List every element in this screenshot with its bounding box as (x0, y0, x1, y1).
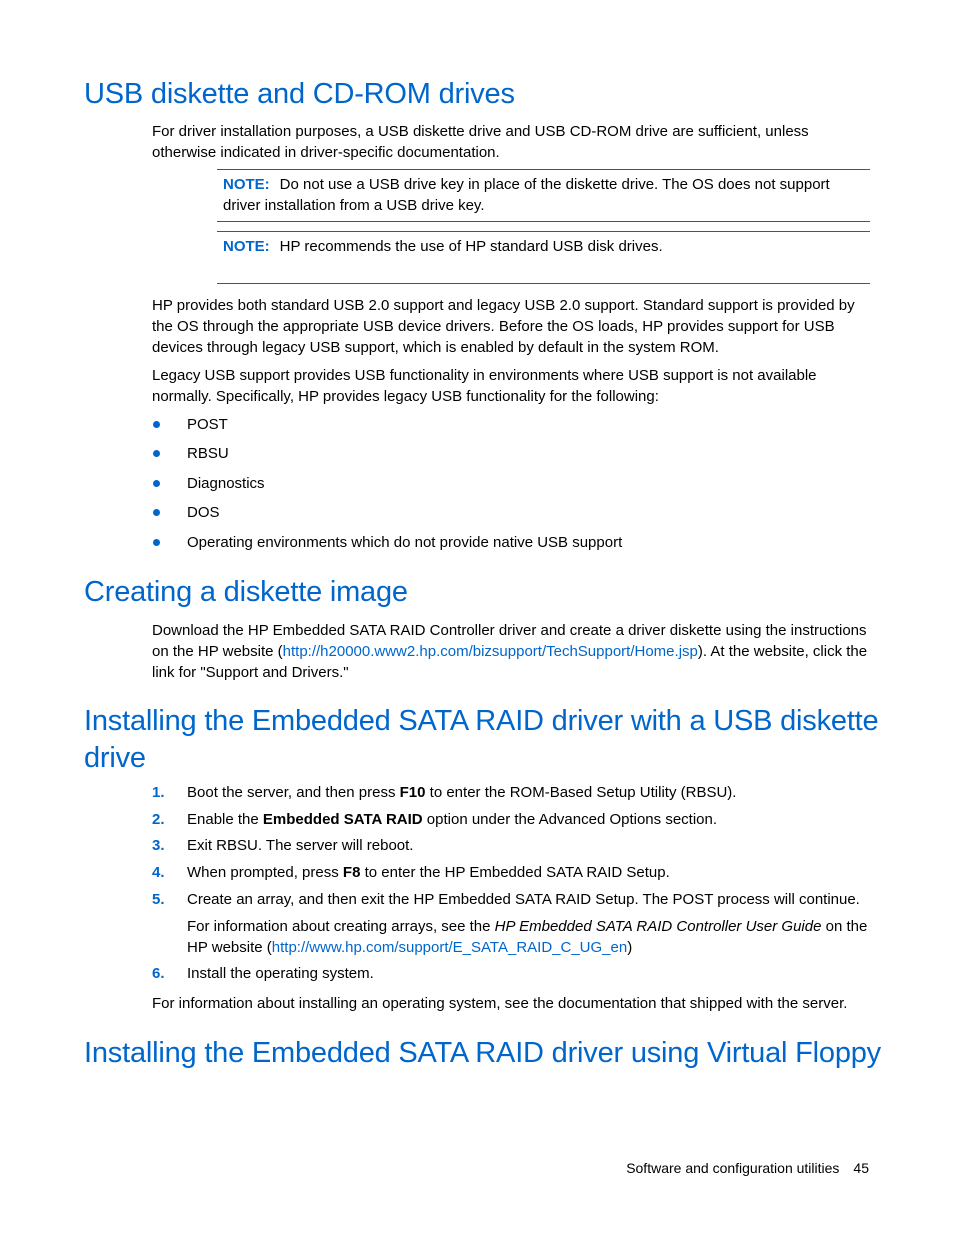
step-text (187, 862, 872, 883)
step-number: 6. (152, 965, 165, 982)
note-text: Do not use a USB drive key in place of the diskette drive. The OS does not support driver installation from a USB drive key. (223, 176, 830, 214)
step-text-part: to enter the HP Embedded SATA RAID Setup. (360, 864, 670, 881)
diskette-paragraph (152, 620, 872, 683)
step-text (187, 782, 872, 803)
step-number: 4. (152, 864, 165, 881)
key-name: F10 (399, 784, 426, 801)
guide-title: HP Embedded SATA RAID Controller User Guide (494, 918, 822, 935)
note-1 (223, 174, 866, 216)
page-footer (626, 1158, 869, 1178)
step-text-part: on the HP website ( (187, 918, 868, 956)
bullet-icon (153, 480, 160, 487)
diskette-text-end: ). At the website, click the link for "Support and Drivers." (152, 643, 868, 681)
step-number: 3. (152, 837, 165, 854)
bullet-icon (153, 421, 160, 428)
list-item-text: Diagnostics (187, 475, 265, 492)
option-name: Embedded SATA RAID (262, 811, 423, 828)
note-label: NOTE: (223, 176, 270, 193)
step-text: Exit RBSU. The server will reboot. (187, 837, 414, 854)
step-text-part: to enter the ROM-Based Setup Utility (RBSU). (425, 784, 737, 801)
list-item-text: Operating environments which do not provide native USB support (187, 534, 623, 551)
heading-line-1: Installing the Embedded SATA RAID driver with a USB diskette (84, 705, 879, 737)
step-number: 5. (152, 891, 165, 908)
step-text: Create an array, and then exit the HP Embedded SATA RAID Setup. The POST process will continue. (187, 891, 860, 908)
step-text (187, 809, 872, 830)
user-guide-link[interactable]: http://www.hp.com/support/E_SATA_RAID_C_UG_en (271, 939, 628, 956)
bullet-icon (153, 509, 160, 516)
step-text-part: Enable the (187, 811, 263, 828)
bullet-icon (153, 539, 160, 546)
heading-creating-diskette: Creating a diskette image (84, 576, 408, 608)
heading-install-usb-diskette (84, 703, 884, 777)
diskette-text-start: Download the HP Embedded SATA RAID Controller driver and create a driver diskette using the instructions on the HP website ( (152, 622, 867, 660)
step-text-part: When prompted, press (187, 864, 343, 881)
step-number: 1. (152, 784, 165, 801)
step-text: Install the operating system. (187, 965, 374, 982)
note-label: NOTE: (223, 238, 270, 255)
note-text: HP recommends the use of HP standard USB disk drives. (279, 238, 663, 255)
note-2 (223, 236, 866, 257)
install-os-paragraph: For information about installing an operating system, see the documentation that shipped with the server. (152, 995, 848, 1012)
heading-virtual-floppy: Installing the Embedded SATA RAID driver using Virtual Floppy (84, 1037, 881, 1069)
key-name: F8 (342, 864, 361, 881)
note-box-2 (217, 231, 870, 284)
step-number: 2. (152, 811, 165, 828)
heading-usb-drives: USB diskette and CD-ROM drives (84, 78, 515, 110)
step-text-part: For information about creating arrays, see the (187, 918, 495, 935)
bullet-icon (153, 450, 160, 457)
footer-title: Software and configuration utilities (626, 1160, 840, 1176)
list-item-text: RBSU (187, 445, 229, 462)
usb-intro-paragraph: For driver installation purposes, a USB diskette drive and USB CD-ROM drive are sufficient, unless otherwise indicated in driver-specific documentation. (152, 123, 809, 161)
step-text (187, 916, 872, 958)
step-text-part: ) (627, 939, 633, 956)
legacy-usb-paragraph: Legacy USB support provides USB functionality in environments where USB support is not available normally. Specifically, HP provides legacy USB functionality for the following: (152, 367, 817, 405)
step-text-part: option under the Advanced Options section. (422, 811, 718, 828)
hp-support-link[interactable]: http://h20000.www2.hp.com/bizsupport/TechSupport/Home.jsp (282, 643, 698, 660)
note-box-1 (217, 169, 870, 222)
page-number: 45 (853, 1160, 869, 1176)
list-item-text: DOS (187, 504, 220, 521)
usb-support-paragraph: HP provides both standard USB 2.0 support and legacy USB 2.0 support. Standard support is provided by the OS through the appropriate USB device drivers. Before the OS loads, HP provides support for USB devices through legacy USB support, which is enabled by default in the system ROM. (152, 297, 855, 356)
heading-line-2: drive (84, 742, 146, 774)
list-item-text: POST (187, 416, 228, 433)
step-text-part: Boot the server, and then press (187, 784, 400, 801)
